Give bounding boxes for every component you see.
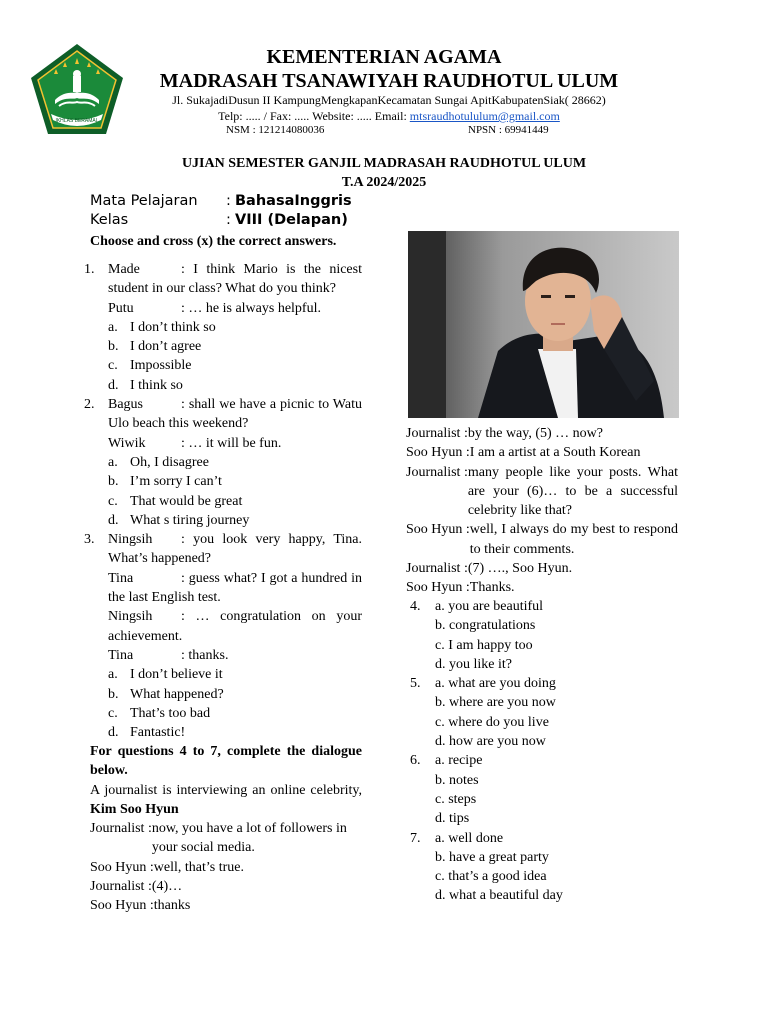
question-3	[84, 530, 362, 742]
question-1	[84, 260, 362, 395]
speaker: Journalist :	[406, 464, 468, 480]
option-a[interactable]: a. what are you doing	[435, 676, 556, 692]
email-link[interactable]: mtsraudhotululum@gmail.com	[409, 109, 560, 123]
question-4-options	[408, 597, 680, 674]
line-text: (4)…	[151, 879, 183, 895]
speaker: Soo Hyun :	[406, 580, 470, 596]
option-text: Fantastic!	[130, 725, 186, 741]
option-letter: b.	[108, 339, 119, 355]
option-text: That would be great	[130, 493, 243, 509]
line-text: well, that’s true.	[153, 859, 244, 875]
option-text: What happened?	[130, 686, 224, 702]
options-list	[108, 318, 362, 395]
dialogue-line	[406, 424, 678, 443]
speaker: Wiwik	[108, 435, 146, 451]
line-text: : guess what? I got a hundred in the last English test.	[108, 570, 362, 606]
contact-prefix: Telp: ..... / Fax: ..... Website: ..... Email:	[218, 109, 410, 123]
option-letter: c.	[108, 493, 118, 509]
line-text: : … it will be fun.	[181, 435, 282, 451]
option-d[interactable]: d. what a beautiful day	[435, 888, 563, 904]
option-c[interactable]: c. I am happy too	[435, 637, 533, 653]
dialogue-line	[90, 896, 362, 915]
line-text: many people like your posts. What are your (6)… to be a successful celebrity like that?	[467, 464, 678, 519]
speaker: Ningsih	[108, 609, 153, 625]
celebrity-photo	[408, 231, 679, 418]
question-number: 5.	[410, 676, 421, 692]
speaker: Soo Hyun :	[406, 522, 470, 538]
option-text: I’m sorry I can’t	[130, 474, 222, 490]
question-5-options	[408, 674, 680, 751]
dialogue-line	[406, 559, 678, 578]
speaker: Tina	[108, 570, 134, 586]
option-c[interactable]: c. where do you live	[435, 714, 549, 730]
nsm-number: NSM : 121214080036	[226, 124, 325, 136]
question-number: 4.	[410, 599, 421, 614]
speaker: Ningsih	[108, 532, 153, 548]
option-c[interactable]	[108, 492, 362, 511]
question-7-options	[408, 829, 680, 906]
school-contact	[0, 109, 768, 124]
option-text: I think so	[130, 377, 183, 393]
dialogue-line	[108, 395, 362, 434]
subject-colon: :	[226, 193, 231, 209]
npsn-number: NPSN : 69941449	[468, 124, 549, 136]
option-c[interactable]	[108, 704, 362, 723]
option-a[interactable]	[108, 453, 362, 472]
line-text: Thanks.	[469, 580, 515, 596]
school-name: MADRASAH TSANAWIYAH RAUDHOTUL ULUM	[159, 70, 619, 92]
speaker: Journalist :	[406, 561, 468, 577]
option-letter: c.	[108, 358, 118, 374]
ministry-name: KEMENTERIAN AGAMA	[266, 46, 502, 68]
question-number: 1.	[84, 262, 95, 277]
option-text: I don’t agree	[130, 339, 202, 355]
question-2	[84, 395, 362, 530]
line-text: by the way, (5) … now?	[467, 426, 604, 441]
exam-instruction: Choose and cross (x) the correct answers.	[90, 234, 337, 249]
question-number: 6.	[410, 753, 421, 769]
option-text: That’s too bad	[130, 705, 211, 721]
subject-label: Mata Pelajaran	[90, 193, 198, 209]
option-d[interactable]	[108, 376, 362, 395]
option-a[interactable]: a. recipe	[435, 753, 483, 769]
question-number: 3.	[84, 532, 95, 548]
speaker: Journalist :	[90, 879, 152, 895]
option-b[interactable]	[108, 472, 362, 491]
dialogue-line	[108, 434, 362, 453]
option-b[interactable]	[108, 337, 362, 356]
celebrity-name: Kim Soo Hyun	[90, 801, 179, 817]
option-text: I don’t think so	[130, 319, 216, 335]
options-list	[108, 665, 362, 742]
question-6-options	[408, 751, 680, 828]
options-list	[108, 453, 362, 530]
option-a[interactable]	[108, 318, 362, 337]
dialogue-line	[108, 569, 362, 608]
dialogue-line	[108, 530, 362, 569]
dialogue-line	[406, 463, 678, 521]
dialogue-line	[90, 858, 362, 877]
school-address: Jl. SukajadiDusun II KampungMengkapanKecamatan Sungai ApitKabupatenSiak( 28662)	[172, 93, 606, 107]
question-number: 7.	[410, 830, 421, 846]
option-letter: a.	[108, 667, 118, 683]
dialogue-line	[108, 299, 362, 318]
line-text: thanks	[153, 898, 191, 914]
dialogue-line	[406, 520, 678, 559]
class-value: VIII (Delapan)	[235, 212, 348, 228]
line-text: : shall we have a picnic to Watu Ulo beach this weekend?	[108, 397, 362, 432]
option-b[interactable]: b. congratulations	[435, 618, 536, 634]
option-text: What s tiring journey	[130, 512, 250, 528]
option-d[interactable]	[108, 511, 362, 530]
option-letter: a.	[108, 454, 118, 470]
dialogue-line	[108, 646, 362, 665]
speaker: Tina	[108, 647, 134, 663]
option-letter: c.	[108, 705, 118, 721]
option-d[interactable]: d. how are you now	[435, 734, 546, 750]
option-c[interactable]	[108, 356, 362, 375]
line-text: now, you have a lot of followers in your social media.	[151, 821, 347, 856]
option-text: Oh, I disagree	[130, 454, 209, 470]
option-c[interactable]: c. steps	[435, 791, 477, 807]
option-letter: d.	[108, 377, 119, 393]
speaker: Journalist :	[90, 821, 152, 837]
line-text: : I think Mario is the nicest student in our class? What do you think?	[108, 262, 362, 297]
dialogue-line	[406, 443, 678, 462]
option-letter: a.	[108, 319, 118, 335]
exam-year: T.A 2024/2025	[341, 175, 427, 190]
questions-list	[84, 260, 362, 742]
option-d[interactable]: d. tips	[435, 811, 470, 827]
option-text: Impossible	[130, 358, 192, 374]
line-text: : … he is always helpful.	[181, 300, 321, 316]
speaker: Soo Hyun :	[90, 898, 154, 914]
option-b[interactable]: b. where are you now	[435, 695, 556, 711]
option-letter: b.	[108, 474, 119, 490]
option-d[interactable]	[108, 723, 362, 742]
option-b[interactable]	[108, 685, 362, 704]
exam-title: UJIAN SEMESTER GANJIL MADRASAH RAUDHOTUL ULUM	[181, 156, 587, 171]
option-a[interactable]: a. you are beautiful	[435, 599, 544, 614]
speaker: Soo Hyun :	[406, 445, 470, 461]
line-text: : … congratulation on your achievement.	[108, 609, 362, 644]
line-text: : thanks.	[181, 647, 229, 663]
option-letter: b.	[108, 686, 119, 702]
speaker: Soo Hyun :	[90, 859, 154, 875]
answer-options	[408, 597, 680, 906]
dialogue-line	[406, 578, 678, 597]
option-b[interactable]: b. notes	[435, 772, 479, 788]
dialogue-section-left	[90, 742, 362, 916]
line-text: : you look very happy, Tina. What’s happened?	[108, 532, 362, 567]
dialogue-instruction: For questions 4 to 7, complete the dialogue below.	[90, 744, 362, 779]
dialogue-line	[90, 877, 362, 896]
question-number: 2.	[84, 397, 95, 413]
option-letter: d.	[108, 725, 119, 741]
option-c[interactable]: c. that’s a good idea	[435, 869, 547, 885]
speaker: Putu	[108, 300, 134, 316]
option-a[interactable]: a. well done	[435, 830, 504, 846]
line-text: well, I always do my best to respond to their comments.	[469, 522, 678, 557]
dialogue-line	[90, 819, 362, 858]
dialogue-section-right	[406, 424, 678, 598]
option-a[interactable]	[108, 665, 362, 684]
dialogue-line	[108, 260, 362, 299]
logo-motto: IKHLAS BERAMAL	[55, 118, 99, 124]
dialogue-line	[108, 607, 362, 646]
dialogue-context	[90, 781, 362, 820]
class-colon: :	[226, 212, 231, 228]
option-text: I don’t believe it	[130, 667, 223, 683]
speaker: Bagus	[108, 397, 143, 413]
option-b[interactable]: b. have a great party	[435, 849, 549, 865]
speaker: Journalist :	[406, 426, 468, 441]
speaker: Made	[108, 262, 140, 277]
subject-value: BahasaInggris	[235, 193, 352, 209]
class-label: Kelas	[90, 212, 129, 228]
line-text: I am a artist at a South Korean	[469, 445, 641, 461]
context-text: A journalist is interviewing an online celebrity,	[90, 782, 362, 798]
option-letter: d.	[108, 512, 119, 528]
line-text: (7) …., Soo Hyun.	[467, 561, 573, 577]
option-d[interactable]: d. you like it?	[435, 656, 512, 672]
